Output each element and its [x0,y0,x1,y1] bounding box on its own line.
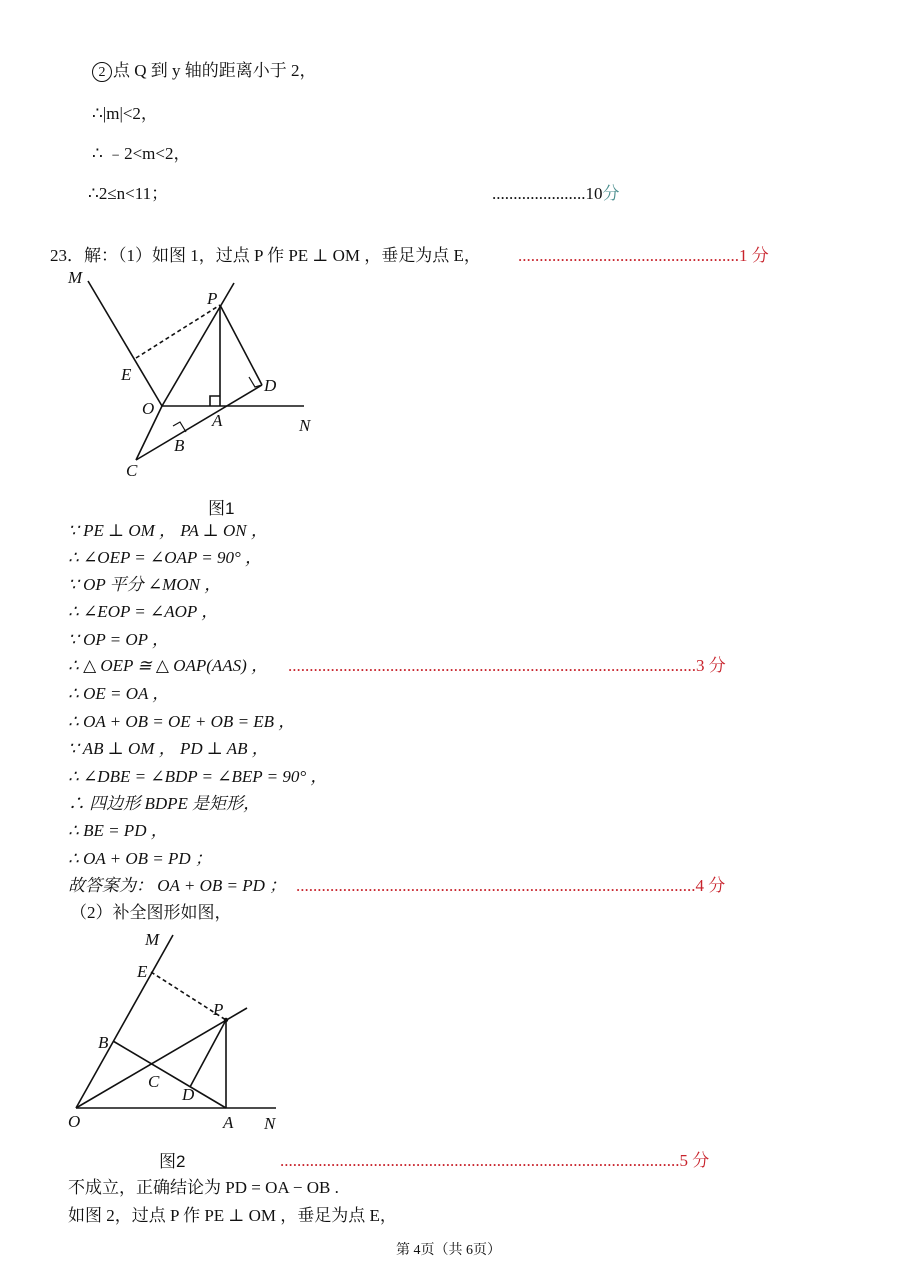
part-2-heading: （2）补全图形如图， [70,903,232,922]
label-D: D [264,376,277,395]
dots-leader: ...................... [492,184,586,203]
score-3: ................................................................................................3 分 [288,656,726,675]
proof-step: ∵ OP = OP ， [68,630,169,649]
label-P: P [213,1000,224,1019]
condition-2-line [92,61,317,82]
ray-OP [76,1008,247,1108]
proof-step: ∴ BE = PD ， [68,821,168,840]
score-10 [492,184,620,204]
condition-2-text: 点 Q 到 y 轴的距离小于 2， [113,61,317,80]
proof-step: ∵ PE ⊥ OM ， PA ⊥ ON ， [68,521,268,540]
proof-step: ∴ ∠OEP = ∠OAP = 90° ， [68,548,263,567]
label-O: O [68,1112,81,1131]
score-unit: 分 [602,184,620,203]
dashed-PE [136,305,220,358]
figure-2 [60,928,300,1133]
label-M: M [68,268,83,287]
proof-step: ∴ ∠EOP = ∠AOP ， [68,602,219,621]
figure-2-intro: 如图 2，过点 P 作 PE ⊥ OM ，垂足为点 E， [68,1206,397,1225]
conclusion-line: 不成立，正确结论为 PD = OA − OB . [68,1178,339,1197]
proof-step: ∴ 四边形 BDPE 是矩形， [68,794,261,813]
m-range-line: ∴ ﹣2<m<2， [92,144,191,163]
right-angle-A [210,396,220,406]
label-D: D [182,1085,195,1104]
proof-step: ∴ ∠DBE = ∠BDP = ∠BEP = 90° ， [68,767,328,786]
proof-step: ∴ OA + OB = OE + OB = EB ， [68,712,296,731]
n-range-line: ∴2≤n<11； [88,184,169,203]
figure-2-caption: 图2 [159,1152,186,1171]
proof-step: ∵ OP 平分 ∠MON ， [68,575,222,594]
ray-OM [88,281,162,406]
score-number: 10 [585,184,603,203]
figure-1 [60,262,380,492]
score-4: ..............................................................................................4 分 [296,876,726,895]
ray-OP [162,283,234,406]
label-N: N [264,1114,276,1133]
circled-number: 2 [92,62,112,82]
proof-step: ∴ OE = OA ， [68,684,170,703]
label-E: E [121,365,132,384]
q23-intro: 23．解：（1）如图 1，过点 P 作 PE ⊥ OM ，垂足为点 E， [50,246,481,265]
label-E: E [137,962,148,981]
label-B: B [98,1033,109,1052]
label-B: B [174,436,185,455]
label-P: P [207,289,218,308]
page-footer: 第 4页（共 6页） [396,1243,501,1258]
point-P [224,1018,228,1022]
label-O: O [142,399,155,418]
score-1: ....................................................1 分 [518,246,769,265]
label-A: A [212,411,223,430]
label-N: N [299,416,311,435]
segment-PD [220,305,262,385]
abs-m-line: ∴|m|<2， [92,104,158,123]
answer-line: 故答案为： OA + OB = PD ； [68,876,287,895]
figure-1-caption: 图1 [208,499,235,518]
label-C: C [148,1072,160,1091]
score-5: ..............................................................................................5 分 [280,1151,710,1170]
proof-step: ∴ OA + OB = PD ； [68,849,212,868]
label-A: A [223,1113,234,1132]
label-M: M [145,930,160,949]
proof-step: ∵ AB ⊥ OM ， PD ⊥ AB ， [68,739,269,758]
proof-step: ∴ △ OEP ≅ △ OAP(AAS) ， [68,656,269,675]
label-C: C [126,461,138,480]
